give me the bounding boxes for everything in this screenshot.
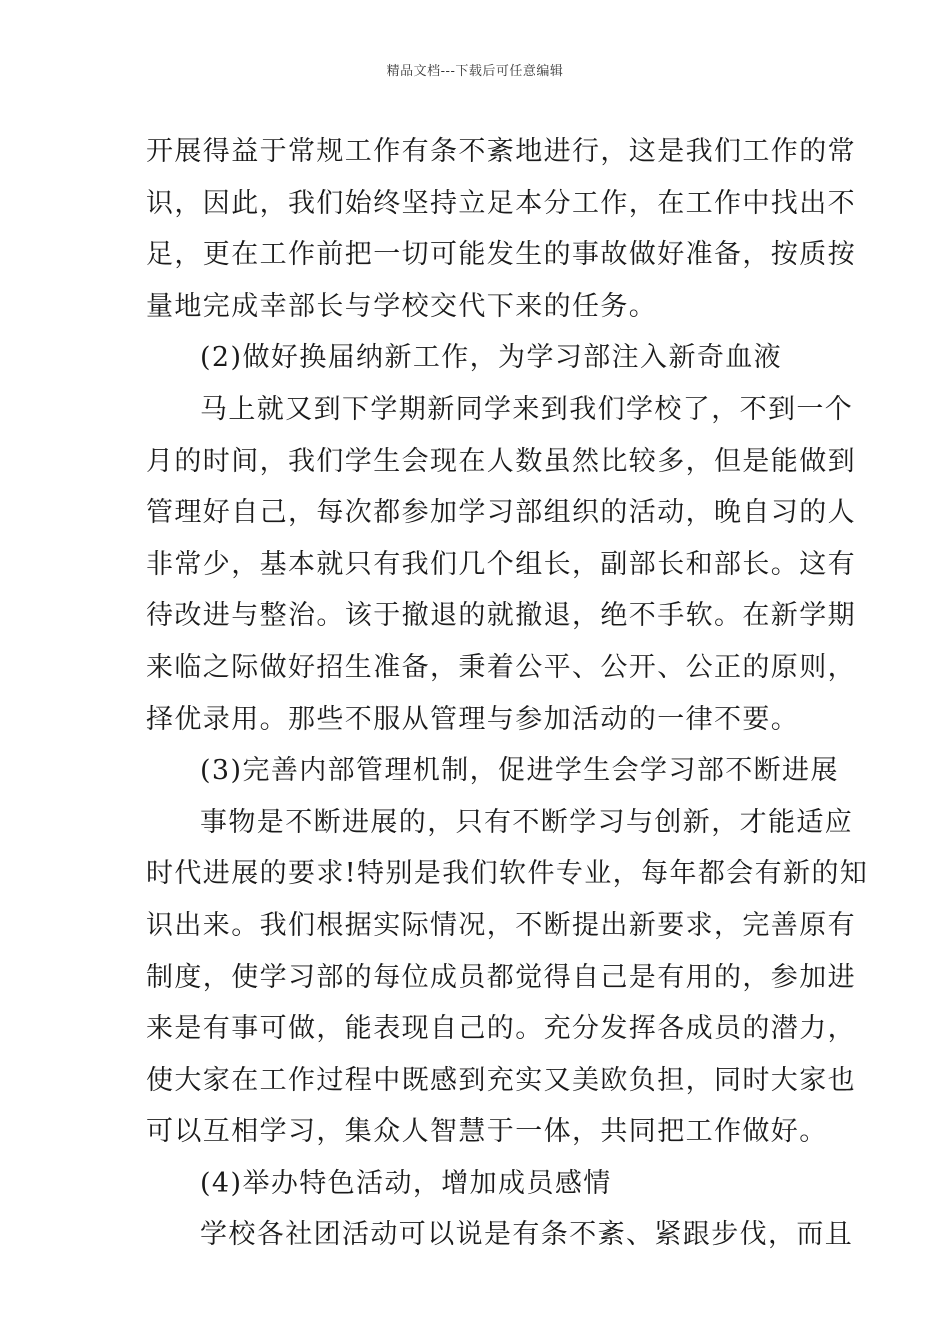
text-line: 制度，使学习部的每位成员都觉得自己是有用的，参加进 <box>146 961 856 993</box>
section-heading-3: (3)完善内部管理机制，促进学生会学习部不断进展 <box>200 755 839 787</box>
text-line: 来临之际做好招生准备，秉着公平、公开、公正的原则， <box>146 651 856 683</box>
section-heading-4: (4)举办特色活动，增加成员感情 <box>200 1167 612 1199</box>
text-line: 非常少，基本就只有我们几个组长，副部长和部长。这有 <box>146 548 856 580</box>
text-line: 开展得益于常规工作有条不紊地进行，这是我们工作的常 <box>146 136 856 167</box>
page-header: 精品文档---下载后可任意编辑 <box>386 64 564 79</box>
text-line: 来是有事可做，能表现自己的。充分发挥各成员的潜力， <box>146 1013 856 1045</box>
text-line: 识，因此，我们始终坚持立足本分工作，在工作中找出不 <box>146 187 856 219</box>
document-body <box>146 126 869 1261</box>
text-line: 月的时间，我们学生会现在人数虽然比较多，但是能做到 <box>146 445 856 477</box>
text-line: 量地完成幸部长与学校交代下来的任务。 <box>146 290 658 322</box>
text-line: 马上就又到下学期新同学来到我们学校了，不到一个 <box>200 393 854 425</box>
text-line: 识出来。我们根据实际情况，不断提出新要求，完善原有 <box>146 909 856 941</box>
text-line: 待改进与整治。该于撤退的就撤退，绝不手软。在新学期 <box>146 600 856 632</box>
text-line: 学校各社团活动可以说是有条不紊、紧跟步伐，而且 <box>200 1219 854 1251</box>
text-line: 管理好自己，每次都参加学习部组织的活动，晚自习的人 <box>146 497 856 529</box>
section-heading-2: (2)做好换届纳新工作，为学习部注入新奇血液 <box>200 342 783 374</box>
text-line: 时代进展的要求!特别是我们软件专业，每年都会有新的知 <box>146 858 869 890</box>
text-line: 足，更在工作前把一切可能发生的事故做好准备，按质按 <box>146 239 856 271</box>
text-line: 事物是不断进展的，只有不断学习与创新，才能适应 <box>200 806 854 838</box>
text-line: 使大家在工作过程中既感到充实又美欧负担，同时大家也 <box>146 1064 856 1096</box>
text-line: 择优录用。那些不服从管理与参加活动的一律不要。 <box>146 703 800 735</box>
text-line: 可以互相学习，集众人智慧于一体，共同把工作做好。 <box>146 1116 828 1148</box>
